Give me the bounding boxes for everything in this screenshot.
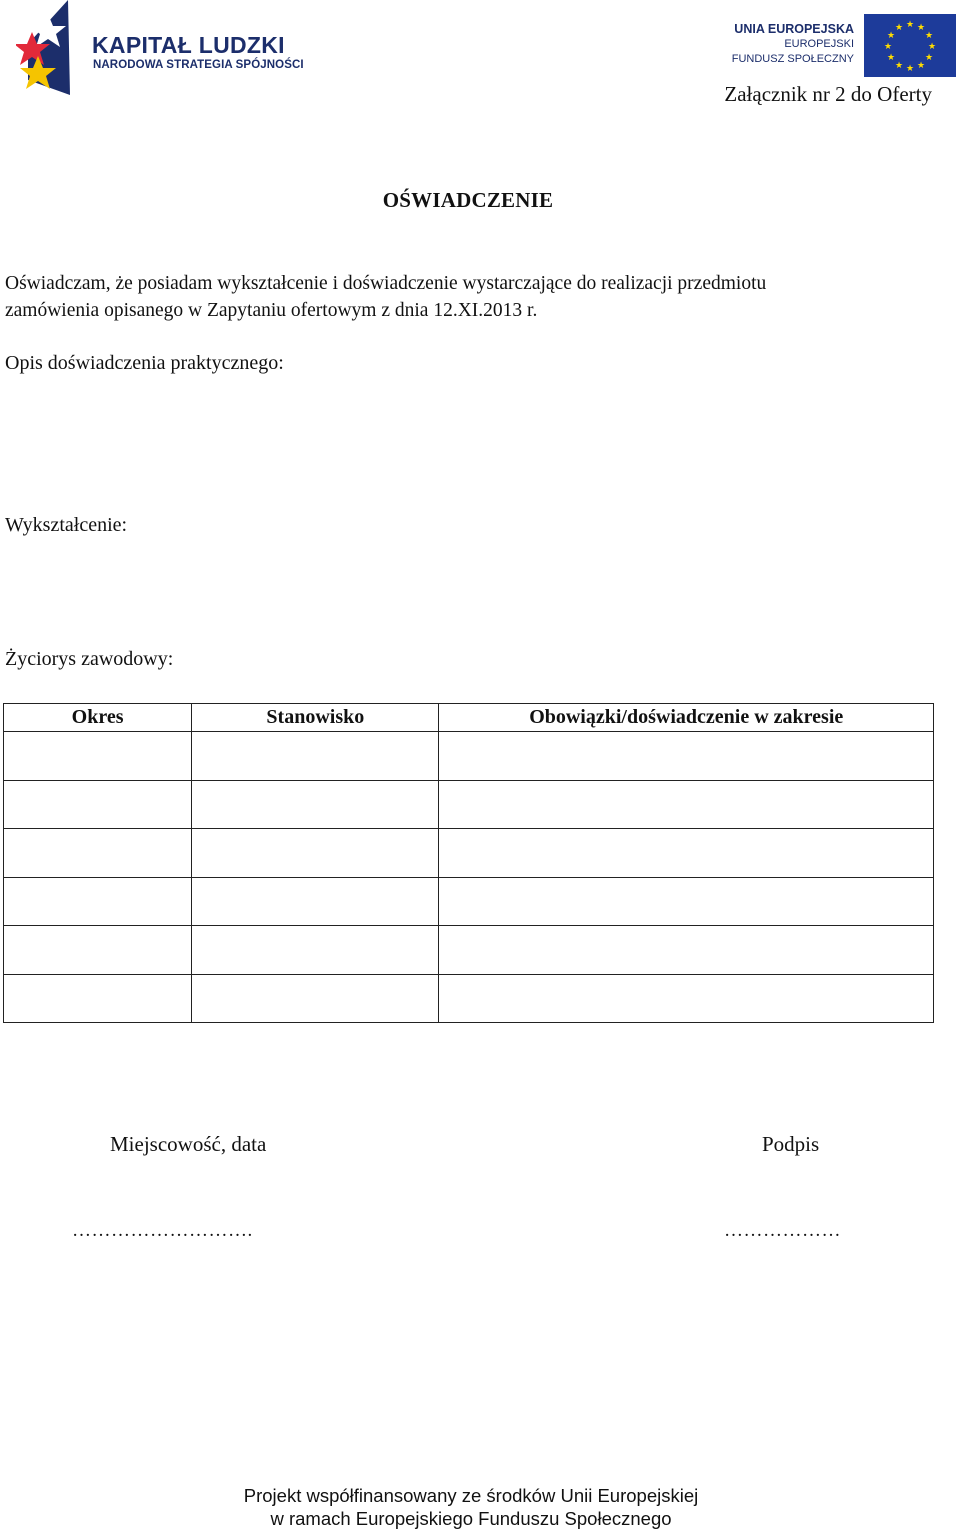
practical-experience-label: Opis doświadczenia praktycznego: [5,352,284,374]
svg-text:★: ★ [905,20,915,30]
employment-history-table [3,703,934,1023]
table-row [4,974,934,1023]
footer-text [0,1484,942,1530]
table-cell[interactable] [192,974,439,1023]
table-cell[interactable] [4,829,192,878]
column-header-duties: Obowiązki/doświadczenie w zakresie [439,704,934,732]
table-header-row [4,704,934,732]
svg-text:★: ★ [886,53,896,63]
table-row [4,877,934,926]
kapital-ludzki-title: KAPITAŁ LUDZKI [92,32,285,58]
table-cell[interactable] [4,877,192,926]
signature-field[interactable]: ……………… [724,1220,841,1241]
table-cell[interactable] [439,732,934,781]
education-label: Wykształcenie: [5,514,128,536]
cv-label: Życiorys zawodowy: [5,648,174,670]
table-row [4,926,934,975]
table-cell[interactable] [4,780,192,829]
place-date-label: Miejscowość, data [110,1132,267,1156]
svg-text:★: ★ [905,64,915,74]
table-cell[interactable] [192,877,439,926]
svg-text:★: ★ [916,61,926,71]
table-row [4,732,934,781]
table-cell[interactable] [439,877,934,926]
table-cell[interactable] [439,780,934,829]
table-cell[interactable] [192,926,439,975]
svg-text:★: ★ [927,42,937,52]
table-row [4,780,934,829]
declaration-line-2: zamówienia opisanego w Zapytaniu ofertowym z dnia 12.XI.2013 r. [5,300,538,321]
svg-text:★: ★ [886,31,896,41]
table-row [4,829,934,878]
place-date-field[interactable]: ………………………. [72,1220,253,1241]
svg-text:★: ★ [894,23,904,33]
kapital-ludzki-emblem-icon [16,0,76,98]
table-cell[interactable] [192,829,439,878]
declaration-line-1: Oświadczam, że posiadam wykształcenie i doświadczenie wystarczające do realizacji przedmiotu [5,273,767,294]
svg-text:★: ★ [924,31,934,41]
eu-logo [726,14,958,80]
eu-logo-text [726,22,854,67]
eu-logo-line3: FUNDUSZ SPOŁECZNY [731,53,854,65]
table-cell[interactable] [4,926,192,975]
eu-flag-icon [864,14,956,77]
declaration-text [5,270,940,324]
table-cell[interactable] [439,926,934,975]
table-cell[interactable] [439,974,934,1023]
document-title: OŚWIADCZENIE [382,188,554,212]
table-cell[interactable] [192,780,439,829]
footer-line-1: Projekt współfinansowany ze środków Unii Europejskiej [243,1485,699,1506]
eu-logo-line2: EUROPEJSKI [784,38,854,50]
kapital-ludzki-subtitle: NARODOWA STRATEGIA SPÓJNOŚCI [93,59,304,71]
table-cell[interactable] [4,974,192,1023]
footer-line-2: w ramach Europejskiego Funduszu Społecznego [270,1508,672,1529]
signature-label: Podpis [762,1132,820,1156]
column-header-period: Okres [4,704,192,732]
svg-text:★: ★ [924,53,934,63]
column-header-position: Stanowisko [192,704,439,732]
svg-text:★: ★ [916,23,926,33]
annex-label: Załącznik nr 2 do Oferty [724,82,932,106]
svg-text:★: ★ [883,42,893,52]
kapital-ludzki-logo [16,0,306,98]
table-cell[interactable] [4,732,192,781]
table-cell[interactable] [192,732,439,781]
svg-text:★: ★ [894,61,904,71]
table-cell[interactable] [439,829,934,878]
eu-logo-line1: UNIA EUROPEJSKA [734,22,854,36]
